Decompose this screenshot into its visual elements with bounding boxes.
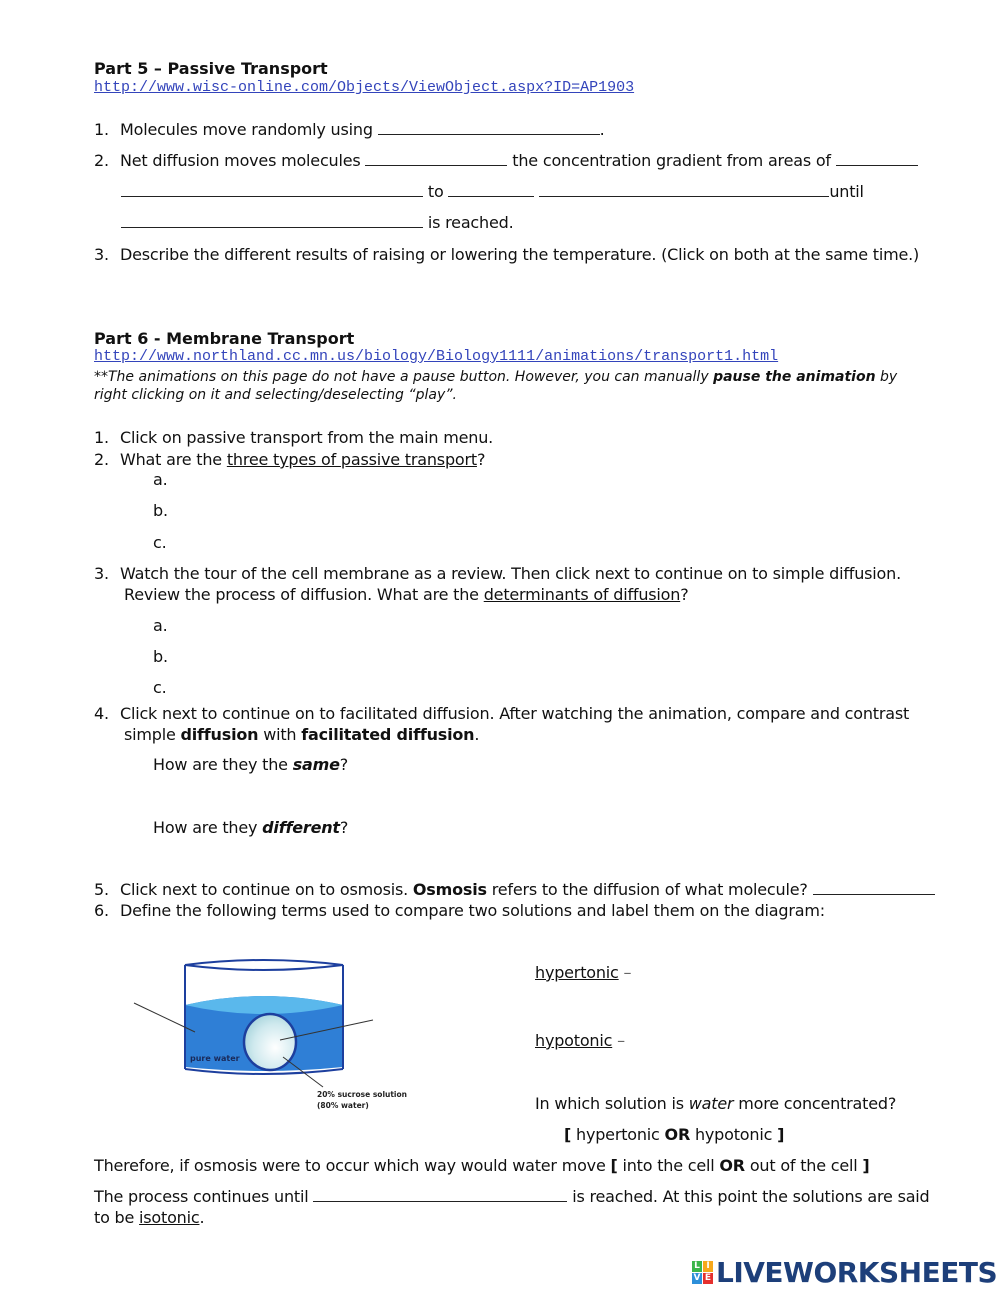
water-concentration-question: In which solution is water more concentrated? xyxy=(535,1094,897,1113)
q2-option-b[interactable]: b. xyxy=(153,501,168,520)
q2-option-c[interactable]: c. xyxy=(153,533,167,552)
answer-blank-from-2[interactable] xyxy=(121,182,423,197)
part6-question-4-line2: simple diffusion with facilitated diffusion. xyxy=(124,725,480,744)
answer-blank-to-2[interactable] xyxy=(539,182,829,197)
part6-title: Part 6 - Membrane Transport xyxy=(94,329,355,348)
liveworksheets-logo xyxy=(692,1256,997,1289)
part5-question-2-line3: is reached. xyxy=(121,213,513,232)
osmosis-diagram xyxy=(125,945,410,1115)
beaker-illustration xyxy=(125,945,410,1115)
part5-question-1: 1. Molecules move randomly using . xyxy=(94,120,605,139)
part6-question-1: 1. Click on passive transport from the main menu. xyxy=(94,428,494,447)
process-question: The process continues until is reached. At this point the solutions are said xyxy=(94,1187,930,1206)
sucrose-label: 20% sucrose solution xyxy=(317,1090,407,1099)
q3-option-c[interactable]: c. xyxy=(153,678,167,697)
part6-question-3-line2: Review the process of diffusion. What are the determinants of diffusion? xyxy=(124,585,689,604)
q3-option-a[interactable]: a. xyxy=(153,616,168,635)
choice-hypotonic[interactable]: hypotonic xyxy=(694,1125,773,1144)
answer-blank-to-1[interactable] xyxy=(448,182,534,197)
answer-blank-until[interactable] xyxy=(121,213,423,228)
part6-question-4: 4. Click next to continue on to facilitated diffusion. After watching the animation, compare and contrast xyxy=(94,704,910,723)
part5-title: Part 5 – Passive Transport xyxy=(94,59,328,78)
pure-water-label: pure water xyxy=(190,1054,240,1063)
part6-question-5: 5. Click next to continue on to osmosis. Osmosis refers to the diffusion of what molecule? xyxy=(94,880,935,899)
choice-out-of-cell[interactable]: out of the cell xyxy=(744,1156,863,1175)
q4-different-prompt[interactable]: How are they different? xyxy=(153,818,349,837)
q4-same-prompt[interactable]: How are they the same? xyxy=(153,755,349,774)
part6-question-6: 6. Define the following terms used to compare two solutions and label them on the diagram: xyxy=(94,901,825,920)
answer-blank-from-1[interactable] xyxy=(836,151,918,166)
choice-hypertonic[interactable]: hypertonic xyxy=(576,1125,660,1144)
part6-question-2: 2. What are the three types of passive transport? xyxy=(94,450,486,469)
term-hypotonic[interactable]: hypotonic – xyxy=(535,1031,625,1050)
q2-option-a[interactable]: a. xyxy=(153,470,168,489)
answer-blank-equilibrium[interactable] xyxy=(313,1187,567,1202)
part6-note-line2: right clicking on it and selecting/deselecting “play”. xyxy=(94,387,457,403)
tonicity-choice[interactable]: [ hypertonic OR hypotonic ] xyxy=(564,1125,785,1144)
answer-blank-direction[interactable] xyxy=(365,151,507,166)
term-hypertonic[interactable]: hypertonic – xyxy=(535,963,632,982)
q3-option-b[interactable]: b. xyxy=(153,647,168,666)
water-direction-question: Therefore, if osmosis were to occur which way would water move [ into the cell OR out of the cell ] xyxy=(94,1156,870,1175)
answer-blank-molecule[interactable] xyxy=(813,880,935,895)
logo-icon: L I V E xyxy=(693,1261,712,1283)
part5-question-3: 3. Describe the different results of raising or lowering the temperature. (Click on both at the same time.) xyxy=(94,245,920,264)
part6-note-line1: **The animations on this page do not have a pause button. However, you can manually pause the animation by xyxy=(94,369,898,385)
process-question-line2: to be isotonic. xyxy=(94,1208,205,1227)
part5-question-2-line2: to until xyxy=(121,182,864,201)
part5-question-2: 2. Net diffusion moves molecules the concentration gradient from areas of xyxy=(94,151,918,170)
part6-question-3: 3. Watch the tour of the cell membrane as a review. Then click next to continue on to simple diffusion. xyxy=(94,564,901,583)
logo-wordmark: LIVEWORKSHEETS xyxy=(716,1256,998,1289)
answer-blank-1[interactable] xyxy=(378,120,600,135)
part6-link[interactable]: http://www.northland.cc.mn.us/biology/Biology1111/animations/transport1.html xyxy=(94,348,779,365)
choice-into-cell[interactable]: into the cell xyxy=(617,1156,720,1175)
water-percent-label: (80% water) xyxy=(317,1101,369,1110)
part5-link[interactable]: http://www.wisc-online.com/Objects/ViewObject.aspx?ID=AP1903 xyxy=(94,79,635,96)
